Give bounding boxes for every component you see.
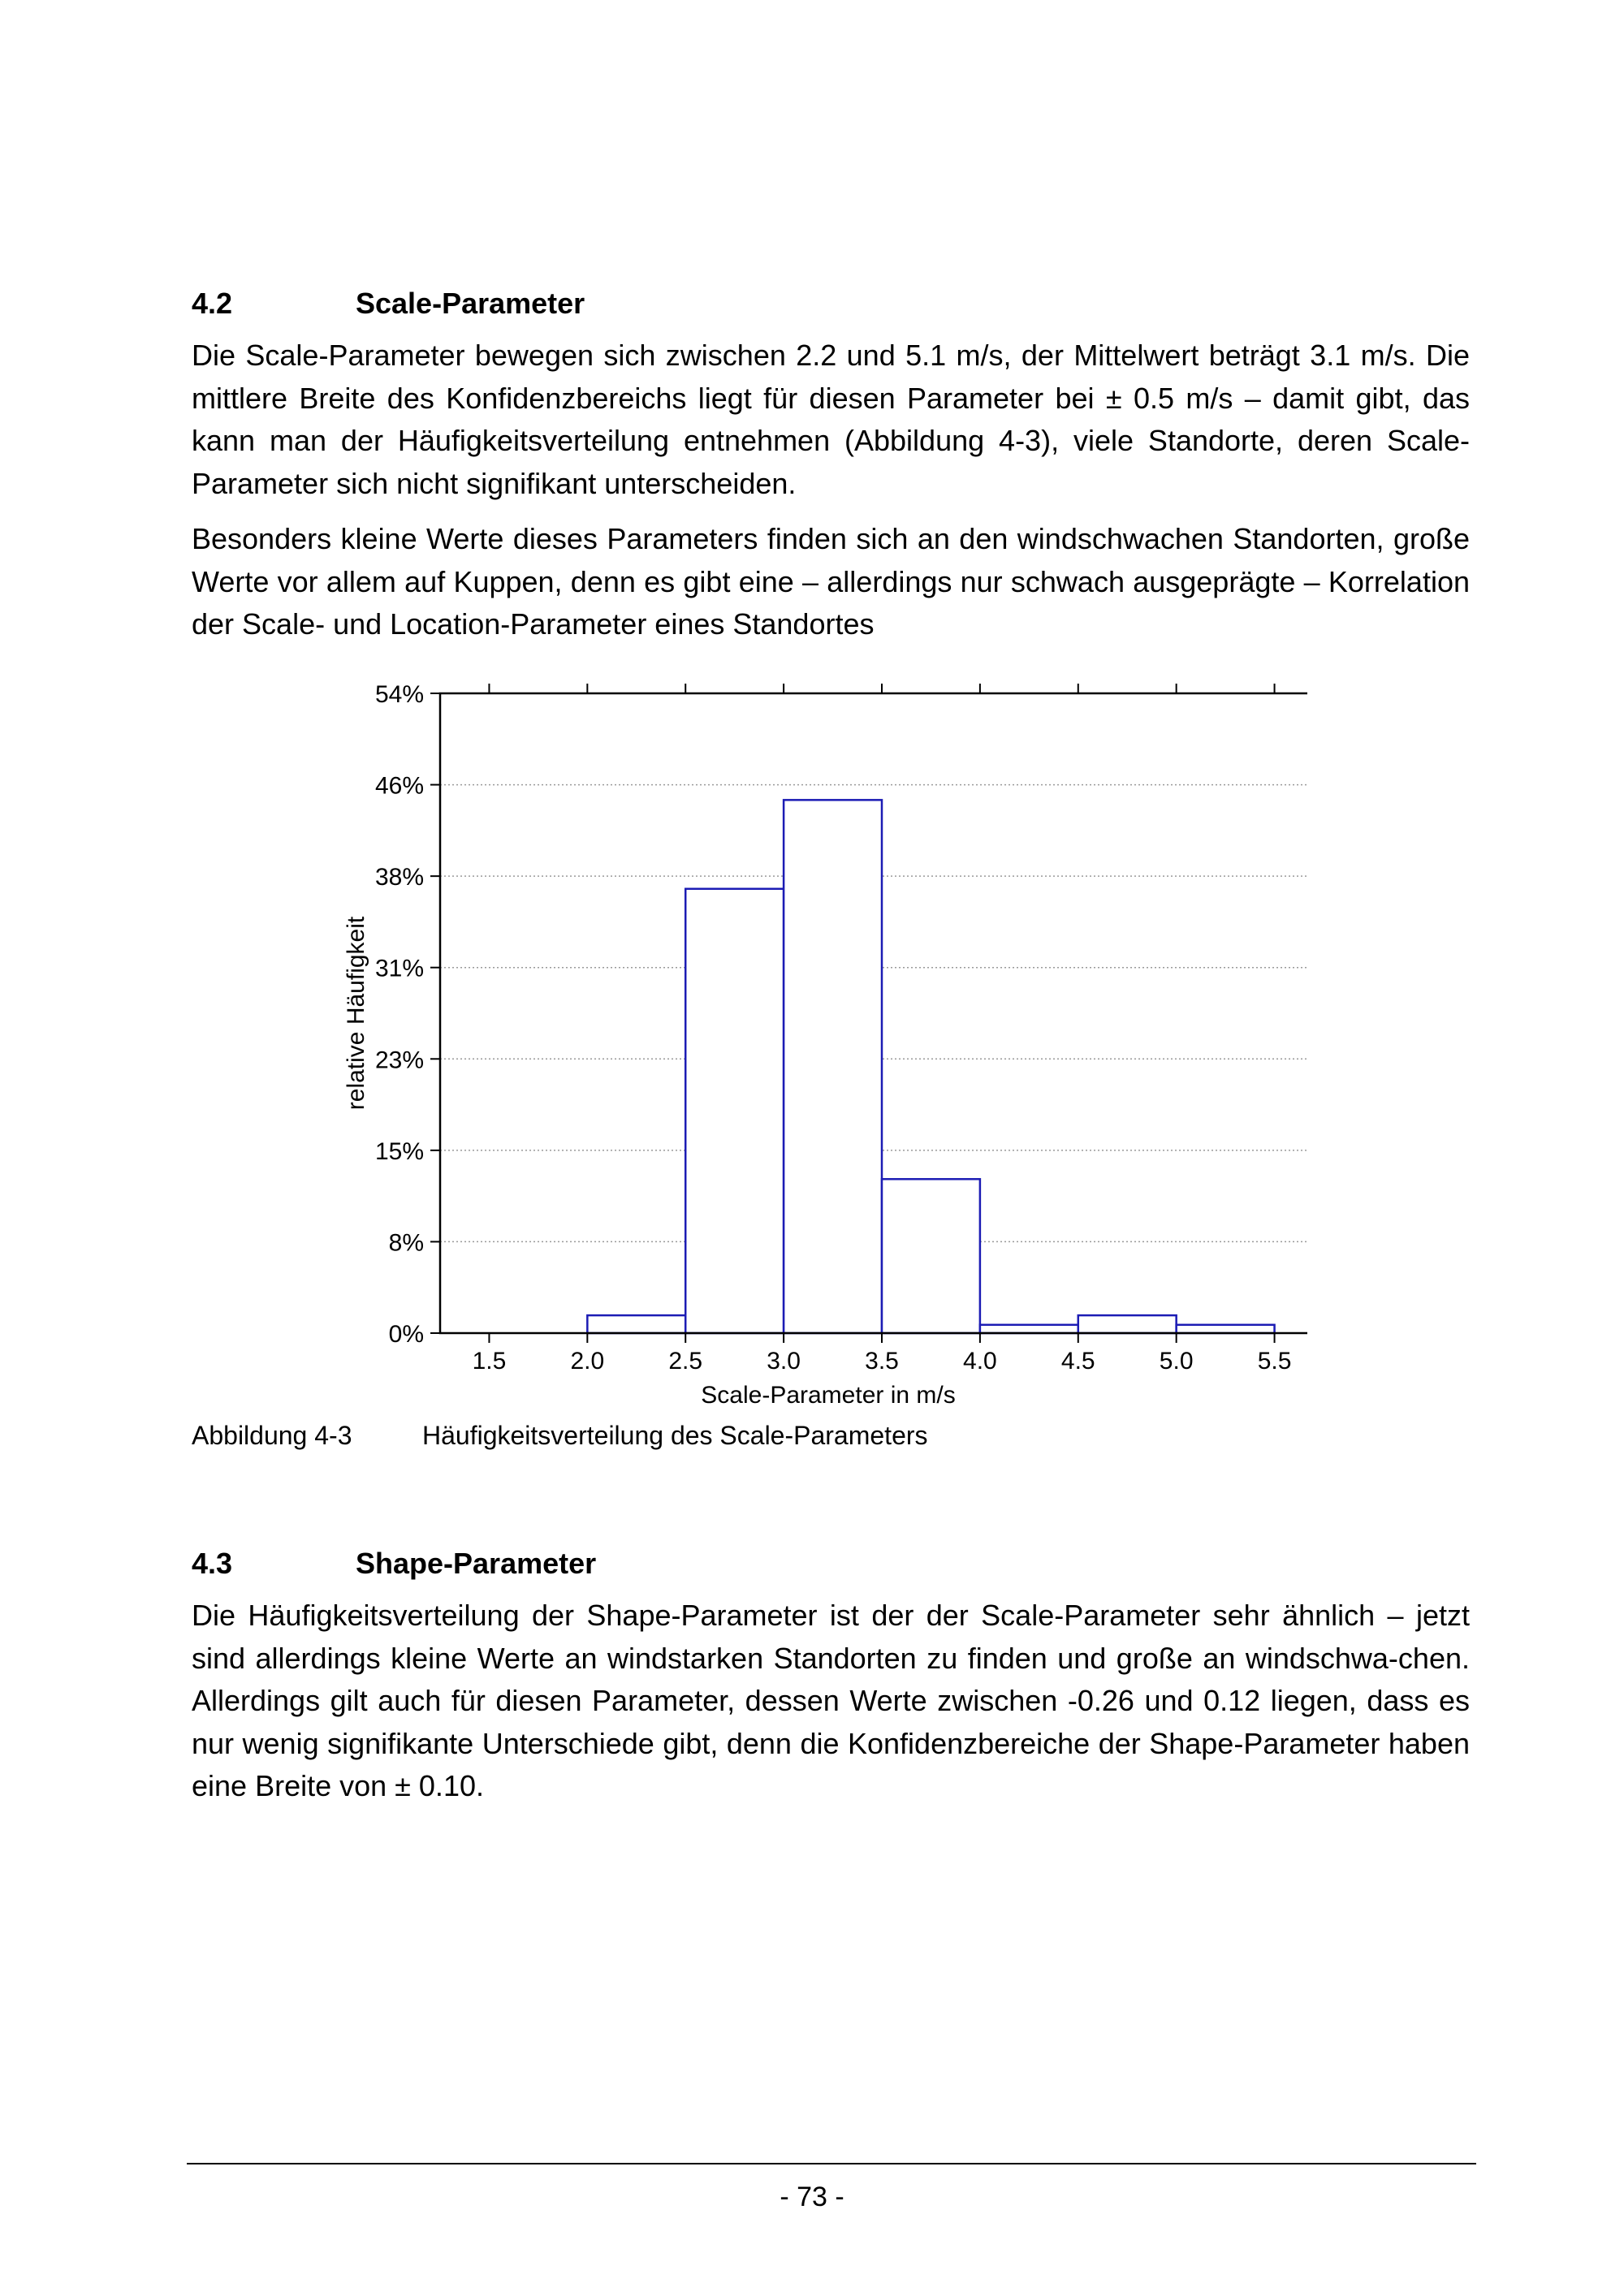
x-tick-label: 5.5 [1257,1348,1292,1375]
histogram-chart [309,666,1307,1413]
x-tick-label: 4.5 [1060,1348,1095,1375]
y-tick-label: 8% [388,1229,424,1257]
histogram-bar [587,1315,685,1333]
x-tick-label: 3.5 [865,1348,899,1375]
paragraph: Besonders kleine Werte dieses Parameters finden sich an den windschwachen Standorten, große Werte vor allem auf Kuppen, denn es gibt eine – allerdings nur schwach ausgeprägte – Korrelation der Scale- und Location-Parameter eines Standortes [192,522,1470,641]
y-axis-label: relative Häufigkeit [343,916,369,1111]
x-tick-label: 2.0 [570,1348,605,1375]
footer-rule [187,2163,1476,2164]
paragraph: Die Häufigkeitsverteilung der Shape-Parameter ist der der Scale-Parameter sehr ähnlich – jetzt sind allerdings kleine Werte an windstarken Standorten zu finden und große an windschwa-chen. Allerdings gilt auch für diesen Parameter, dessen Werte zwischen -0.26 und 0.12 liegen, dass es nur wenig signifikante Unterschiede gibt, denn die Konfidenzbereiche der Shape-Parameter haben eine Breite von ± 0.10. [192,1599,1470,1802]
section-title: Scale-Parameter [356,287,585,320]
section-number: 4.2 [192,287,233,320]
section-title: Shape-Parameter [356,1547,597,1580]
y-tick-label: 31% [374,955,424,982]
y-tick-label: 23% [374,1047,424,1074]
x-tick-label: 1.5 [472,1348,507,1375]
x-tick-label: 4.0 [963,1348,997,1375]
histogram-bar [882,1179,980,1333]
page-number: - 73 - [780,2182,844,2212]
x-tick-label: 5.0 [1159,1348,1194,1375]
x-axis-label: Scale-Parameter in m/s [701,1382,956,1409]
histogram-bars [587,800,1274,1333]
histogram-bar [685,889,784,1333]
figure-caption: Häufigkeitsverteilung des Scale-Parameters [422,1421,928,1450]
histogram-bar [1177,1325,1275,1333]
y-tick-label: 0% [388,1321,424,1348]
histogram-bar [980,1325,1078,1333]
histogram-bar [784,800,882,1333]
figure-label: Abbildung 4-3 [192,1421,352,1450]
x-tick-label: 2.5 [668,1348,703,1375]
histogram-bar [1078,1315,1177,1333]
x-tick-label: 3.0 [767,1348,801,1375]
y-tick-label: 54% [374,681,424,708]
y-tick-label: 38% [374,864,424,891]
section-number: 4.3 [192,1547,233,1580]
paragraph: Die Scale-Parameter bewegen sich zwischen 2.2 und 5.1 m/s, der Mittelwert beträgt 3.1 m/s. Die mittlere Breite des Konfidenzbereichs liegt für diesen Parameter bei ± 0.5 m/s – damit gibt, das kann man der Häufigkeitsverteilung entnehmen (Abbildung 4-3), viele Standorte, deren Scale-Parameter sich nicht signifikant unterscheiden. [192,339,1470,500]
y-tick-label: 15% [374,1137,424,1165]
y-tick-label: 46% [374,772,424,800]
